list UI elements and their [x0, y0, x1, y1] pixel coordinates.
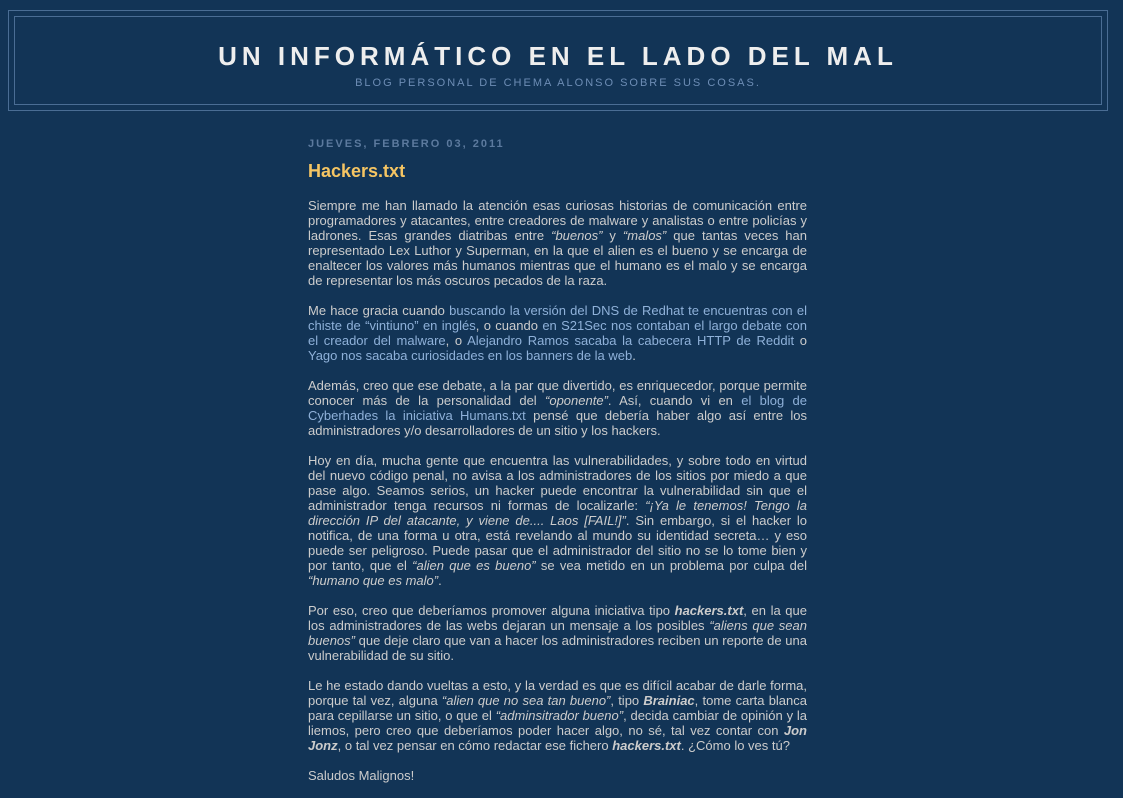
text: , o cuando	[475, 318, 543, 333]
link-s21sec-debate[interactable]: en S21Sec nos contaban el largo debate con el creador del malware	[308, 318, 807, 348]
link-reddit-header[interactable]: Alejandro Ramos sacaba la cabecera HTTP de Reddit	[467, 333, 795, 348]
emphasis: “oponente”	[545, 393, 608, 408]
text: . Sin embargo, si el hacker lo notifica, de una forma u otra, está revelando al mundo su identidad secreta… y eso puede ser peligroso. Puede pasar que el administrador del sitio no se lo tome bien y por tanto, que el	[308, 513, 807, 573]
text: se vea metido en un problema por culpa del	[535, 558, 808, 573]
post-title[interactable]: Hackers.txt	[308, 161, 406, 181]
text: pensé que debería haber algo así entre los administradores y/o desarrolladores de un sitio y los hackers.	[308, 408, 808, 438]
emphasis: “malos”	[622, 228, 667, 243]
strong-emphasis: Jon Jonz	[308, 723, 807, 753]
paragraph-3	[308, 378, 807, 438]
emphasis: “¡Ya le tenemos! Tengo la dirección IP del atacante, y viene de.... Laos [FAIL!]”	[308, 498, 808, 528]
paragraph-1	[308, 198, 807, 288]
strong-emphasis: Brainiac	[643, 693, 695, 708]
text: , decida cambiar de opinión y la liemos, pero creo que deberíamos poder hacer algo, no sé, tal vez contar con	[308, 708, 807, 738]
paragraph-6	[308, 678, 807, 753]
emphasis: “alien que no sea tan bueno”	[441, 693, 611, 708]
emphasis: “adminsitrador bueno”	[495, 708, 624, 723]
paragraph-5	[308, 603, 807, 663]
blog-header	[8, 10, 1108, 111]
text: .	[632, 348, 636, 363]
text: Además, creo que ese debate, a la par que divertido, es enriquecedor, porque permite conocer más de la personalidad del	[308, 378, 807, 408]
text: . ¿Cómo lo ves tú?	[680, 738, 790, 753]
text: . Así, cuando vi en	[607, 393, 742, 408]
blog-title[interactable]: UN INFORMÁTICO EN EL LADO DEL MAL	[218, 41, 898, 71]
text: , tome carta blanca para cepillarse un sitio, o que el	[308, 693, 808, 723]
link-redhat-dns[interactable]: buscando la versión del DNS de Redhat te encuentras con el chiste de “vintiuno” en inglés	[308, 303, 807, 333]
blog-header-inner	[14, 16, 1102, 105]
post-date: JUEVES, FEBRERO 03, 2011	[308, 138, 505, 150]
text: Siempre me han llamado la atención esas curiosas historias de comunicación entre programadores y atacantes, entre creadores de malware y analistas o entre policías y ladrones. Esas grandes diatribas entre	[308, 198, 807, 243]
blog-description: BLOG PERSONAL DE CHEMA ALONSO SOBRE SUS COSAS.	[355, 77, 761, 89]
text: , o	[445, 333, 468, 348]
strong-emphasis: hackers.txt	[674, 603, 744, 618]
post-body	[308, 198, 807, 783]
emphasis: “alien que es bueno”	[412, 558, 536, 573]
emphasis: “buenos”	[551, 228, 603, 243]
paragraph-7: Saludos Malignos!	[308, 768, 415, 783]
text: , tipo	[610, 693, 644, 708]
emphasis: “aliens que sean buenos”	[308, 618, 807, 648]
paragraph-2	[308, 303, 807, 363]
text: Me hace gracia cuando	[308, 303, 450, 318]
emphasis: “humano que es malo”	[308, 573, 439, 588]
text: .	[438, 573, 442, 588]
text: que deje claro que van a hacer los administradores reciben un reporte de una vulnerabilidad de su sitio.	[308, 633, 807, 663]
text: o	[794, 333, 807, 348]
text: , o tal vez pensar en cómo redactar ese fichero	[337, 738, 613, 753]
link-cyberhades-humans-txt[interactable]: el blog de Cyberhades la iniciativa Humans.txt	[308, 393, 807, 423]
strong-emphasis: hackers.txt	[612, 738, 681, 753]
text: , en la que los administradores de las webs dejaran un mensaje a los posibles	[308, 603, 807, 633]
text: que tantas veces han representado Lex Luthor y Superman, en la que el alien es el bueno y se encarga de enaltecer los valores más humanos mientras que el humano es el malo y se encarga de representar los más oscuros pecados de la raza.	[308, 228, 808, 288]
blog-post	[308, 137, 807, 798]
text: Por eso, creo que deberíamos promover alguna iniciativa tipo	[308, 603, 675, 618]
text: Hoy en día, mucha gente que encuentra las vulnerabilidades, y sobre todo en virtud del nuevo código penal, no avisa a los administradores de los sitios por miedo a que pase algo. Seamos serios, un hacker puede encontrar la vulnerabilidad sin que el administrador tenga recursos ni formas de localizarle:	[308, 453, 807, 513]
text: Le he estado dando vueltas a esto, y la verdad es que es difícil acabar de darle forma, porque tal vez, alguna	[308, 678, 807, 708]
text: y	[602, 228, 623, 243]
paragraph-4	[308, 453, 807, 588]
link-yago-banners[interactable]: Yago nos sacaba curiosidades en los banners de la web	[308, 348, 633, 363]
